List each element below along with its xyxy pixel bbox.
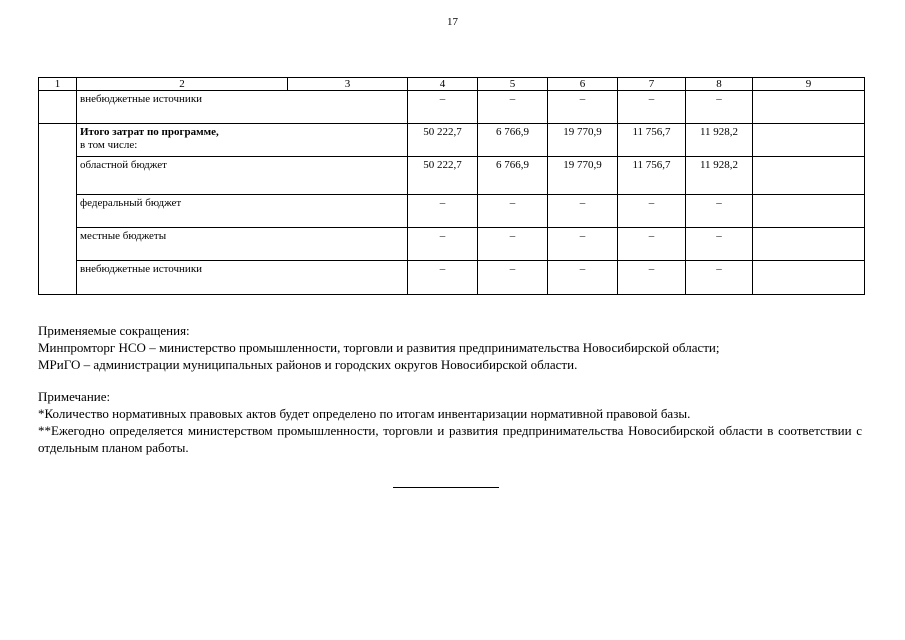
value-cell: 11 928,2 — [686, 157, 753, 195]
column-header: 1 — [39, 78, 77, 91]
value-cell: – — [618, 228, 686, 261]
value-cell: 19 770,9 — [548, 124, 618, 157]
notes-cell — [753, 228, 865, 261]
column-header: 7 — [618, 78, 686, 91]
value-cell: – — [408, 261, 478, 295]
value-cell: – — [548, 228, 618, 261]
page-number: 17 — [447, 16, 458, 28]
row-label: местные бюджеты — [80, 230, 167, 242]
row-label-cell — [77, 261, 408, 295]
row-label-cell — [77, 91, 408, 124]
table-row — [39, 195, 865, 228]
column-header: 8 — [686, 78, 753, 91]
column-header: 3 — [288, 78, 408, 91]
row-label: внебюджетные источники — [80, 93, 203, 105]
value-cell: – — [548, 261, 618, 295]
value-cell: 11 756,7 — [618, 124, 686, 157]
table-row — [39, 157, 865, 195]
table-row — [39, 124, 865, 157]
row-label: Итого затрат по программе, — [80, 126, 219, 138]
column-header: 9 — [753, 78, 865, 91]
value-cell: – — [478, 228, 548, 261]
note-item: *Количество нормативных правовых актов будет определено по итогам инвентаризации нормативной правовой базы. — [38, 406, 691, 421]
abbreviation-item: Минпромторг НСО – министерство промышленности, торговли и развития предпринимательства Новосибирской области; — [38, 340, 720, 355]
closing-rule — [393, 487, 499, 488]
row-label: федеральный бюджет — [80, 197, 182, 209]
value-cell: 6 766,9 — [478, 124, 548, 157]
table-row — [39, 228, 865, 261]
value-cell: 11 756,7 — [618, 157, 686, 195]
value-cell: – — [408, 228, 478, 261]
notes-cell — [753, 157, 865, 195]
table-header-row — [39, 78, 865, 91]
row-number-cell — [39, 124, 77, 295]
column-header: 2 — [77, 78, 288, 91]
value-cell: – — [478, 195, 548, 228]
value-cell: 11 928,2 — [686, 124, 753, 157]
value-cell: – — [408, 91, 478, 124]
notes-cell — [753, 91, 865, 124]
column-header: 6 — [548, 78, 618, 91]
value-cell: – — [548, 91, 618, 124]
value-cell: – — [686, 91, 753, 124]
table-row — [39, 261, 865, 295]
value-cell: 50 222,7 — [408, 124, 478, 157]
value-cell: 19 770,9 — [548, 157, 618, 195]
value-cell: 6 766,9 — [478, 157, 548, 195]
table-row — [39, 91, 865, 124]
notes-cell — [753, 124, 865, 157]
row-label-cell — [77, 157, 408, 195]
value-cell: 50 222,7 — [408, 157, 478, 195]
value-cell: – — [618, 261, 686, 295]
notes-cell — [753, 261, 865, 295]
row-sublabel: в том числе: — [80, 139, 138, 151]
row-label: внебюджетные источники — [80, 263, 203, 275]
abbreviations-section — [38, 322, 862, 373]
column-header: 4 — [408, 78, 478, 91]
abbreviations-heading: Применяемые сокращения: — [38, 323, 190, 338]
abbreviation-item: МРиГО – администрации муниципальных районов и городских округов Новосибирской области. — [38, 357, 578, 372]
notes-heading: Примечание: — [38, 389, 111, 404]
value-cell: – — [478, 91, 548, 124]
value-cell: – — [618, 195, 686, 228]
row-label-cell — [77, 195, 408, 228]
budget-table — [38, 77, 865, 295]
value-cell: – — [686, 261, 753, 295]
notes-section — [38, 388, 862, 456]
value-cell: – — [408, 195, 478, 228]
row-number-cell — [39, 91, 77, 124]
row-label-cell — [77, 124, 408, 157]
value-cell: – — [686, 195, 753, 228]
value-cell: – — [478, 261, 548, 295]
column-header: 5 — [478, 78, 548, 91]
note-item: **Ежегодно определяется министерством промышленности, торговли и развития предпринимательства Новосибирской области в соответствии с отдельным планом работы. — [38, 423, 862, 455]
notes-cell — [753, 195, 865, 228]
value-cell: – — [686, 228, 753, 261]
value-cell: – — [618, 91, 686, 124]
value-cell: – — [548, 195, 618, 228]
row-label: областной бюджет — [80, 159, 167, 171]
row-label-cell — [77, 228, 408, 261]
